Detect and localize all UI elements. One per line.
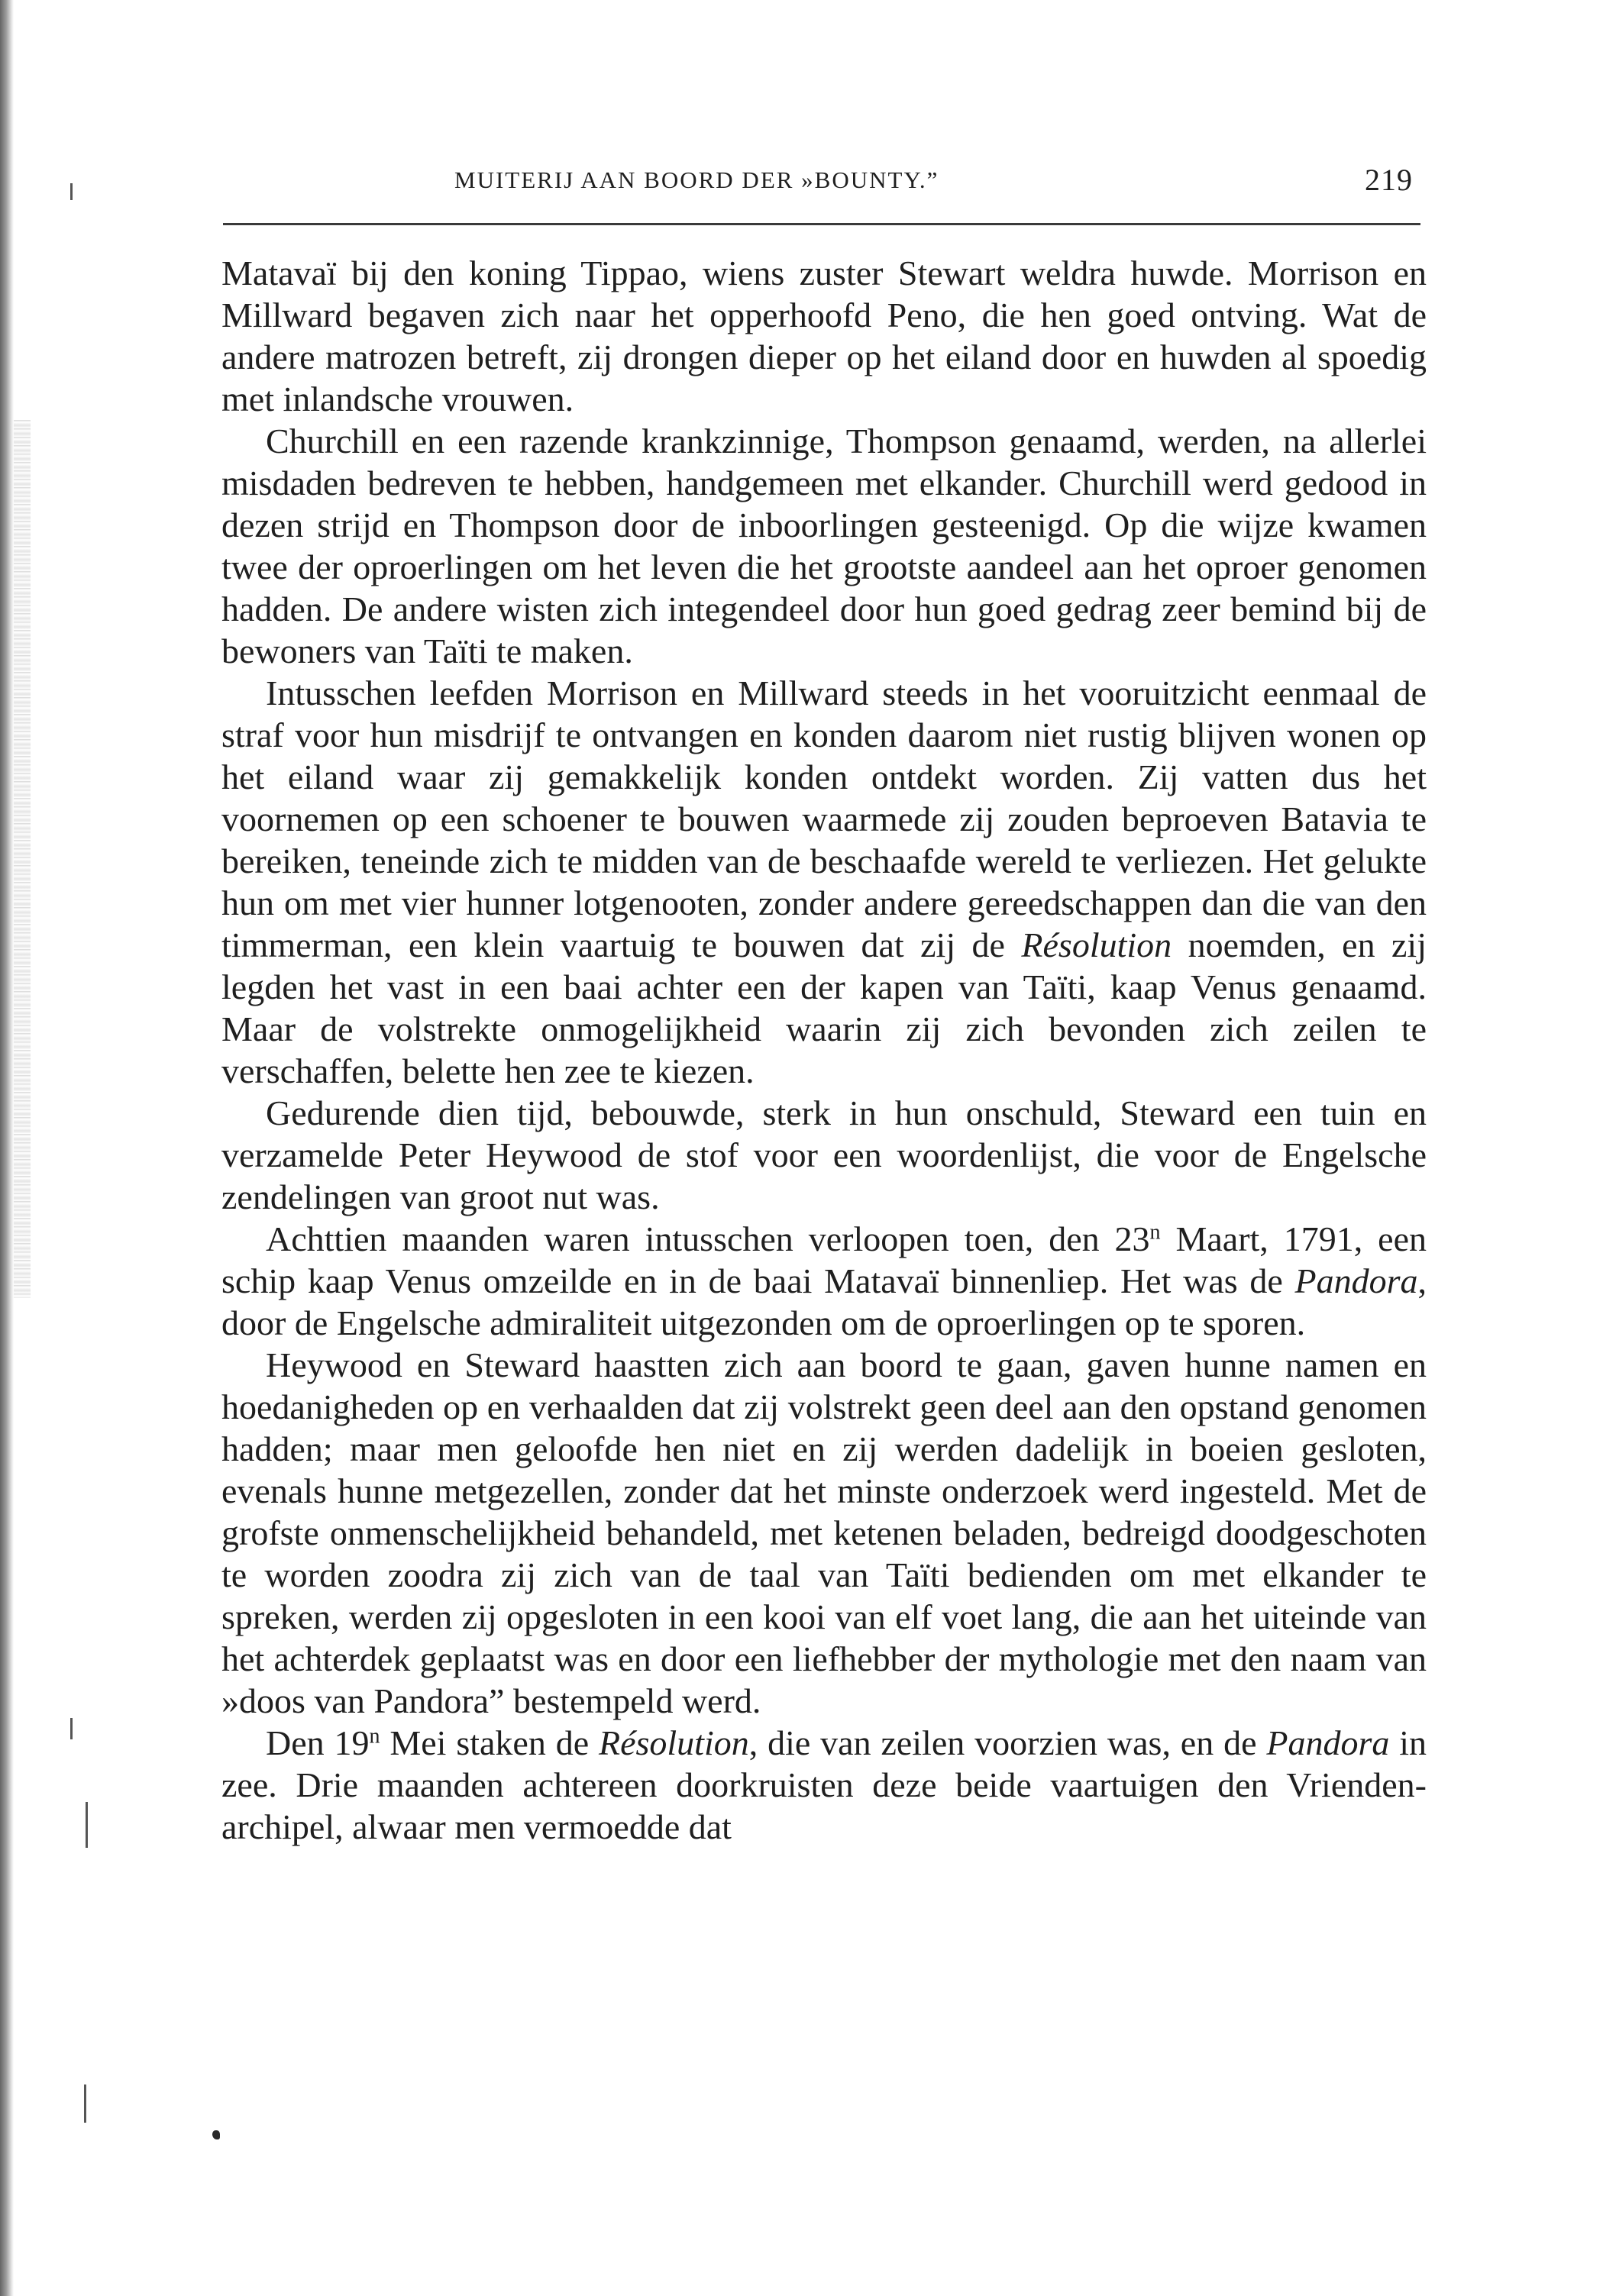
ordinal-superscript: n <box>1149 1220 1161 1245</box>
paragraph <box>221 1722 1427 1848</box>
running-header <box>229 159 1420 205</box>
paragraph-text: Mei staken de <box>380 1723 599 1762</box>
ink-blot <box>212 2130 220 2139</box>
ship-name-italic: Pandora <box>1294 1261 1418 1300</box>
paragraph-text: Heywood en Steward haastten zich aan boord te gaan, gaven hunne namen en hoedanigheden op en verhaalden dat zij volstrekt geen deel aan den opstand genomen hadden; maar men geloofde hen niet en zij werden dadelijk in boeien gesloten, evenals hunne metgezellen, zonder dat het minste onderzoek werd ingesteld. Met de grofste onmenschelijkheid behandeld, met ketenen beladen, bedreigd doodgeschoten te worden zoodra zij zich van de taal van Taïti bedienden om met elkander te spreken, werden zij opgesloten in een kooi van elf voet lang, die aan het uiteinde van het achterdek geplaatst was en door een liefhebber der mythologie met den naam van »doos van Pandora” bestempeld werd. <box>221 1345 1427 1720</box>
margin-mark <box>86 1802 88 1848</box>
paragraph-text: noemden, en zij legden het vast in een baai achter een der kapen van Taïti, kaap Venus genaamd. Maar de volstrekte onmogelijkheid waarin zij zich bevonden zich zeilen te verschaffen, belette hen zee te kiezen. <box>221 925 1427 1090</box>
paragraph-text: , door de Engelsche admiraliteit uitgezonden om de oproerlingen op te sporen. <box>221 1261 1427 1342</box>
paragraph-text: Achttien maanden waren intusschen verloopen toen, den 23 <box>266 1219 1150 1258</box>
paragraph-text: Den 19 <box>266 1723 370 1762</box>
body-text <box>221 252 1427 1848</box>
margin-mark <box>70 183 73 200</box>
paragraph-text: , die van zeilen voorzien was, en de <box>748 1723 1267 1762</box>
paragraph-text: in zee. Drie maanden achtereen doorkruisten deze beide vaartuigen den Vrienden-archipel, alwaar men vermoedde dat <box>221 1723 1427 1846</box>
ship-name-italic: Résolution <box>598 1723 749 1762</box>
paragraph <box>221 1218 1427 1344</box>
margin-mark <box>84 2084 86 2123</box>
scan-shadow-edge <box>0 0 14 2296</box>
margin-mark <box>70 1718 73 1739</box>
paragraph-text: Intusschen leefden Morrison en Millward steeds in het vooruitzicht eenmaal de straf voor hun misdrijf te ontvangen en konden daarom niet rustig blijven wonen op het eiland waar zij gemakkelijk konden ontdekt worden. Zij vatten dus het voornemen op een schoener te bouwen waarmede zij zouden beproeven Batavia te bereiken, teneinde zich te midden van de beschaafde wereld te verliezen. Het gelukte hun om met vier hunner lotgenooten, zonder andere gereedschappen dan die van den timmerman, een klein vaartuig te bouwen dat zij de <box>221 673 1427 964</box>
paragraph <box>221 420 1427 672</box>
ordinal-superscript: n <box>369 1724 380 1749</box>
paragraph-text: Maart, 1791, een schip kaap Venus omzeilde en in de baai Matavaï binnenliep. Het was de <box>221 1219 1427 1300</box>
page-number: 219 <box>1365 163 1413 197</box>
paragraph <box>221 672 1427 1092</box>
ship-name-italic: Résolution <box>1021 925 1172 964</box>
header-rule <box>223 223 1420 225</box>
ship-name-italic: Pandora <box>1266 1723 1390 1762</box>
paragraph <box>221 1092 1427 1218</box>
paragraph <box>221 252 1427 420</box>
scan-speckles <box>14 420 31 1298</box>
running-title: MUITERIJ AAN BOORD DER »BOUNTY.” <box>454 166 939 193</box>
paragraph-text: Churchill en een razende krankzinnige, Thompson genaamd, werden, na allerlei misdaden bedreven te hebben, handgemeen met elkander. Churchill werd gedood in dezen strijd en Thompson door de inboorlingen gesteenigd. Op die wijze kwamen twee der oproerlingen om het leven die het grootste aandeel aan het oproer genomen hadden. De andere wisten zich integendeel door hun goed gedrag zeer bemind bij de bewoners van Taïti te maken. <box>221 421 1427 670</box>
paragraph <box>221 1344 1427 1722</box>
paragraph-text: Matavaï bij den koning Tippao, wiens zuster Stewart weldra huwde. Morrison en Millward begaven zich naar het opperhoofd Peno, die hen goed ontving. Wat de andere matrozen betreft, zij drongen dieper op het eiland door en huwden al spoedig met inlandsche vrouwen. <box>221 253 1427 418</box>
paragraph-text: Gedurende dien tijd, bebouwde, sterk in hun onschuld, Steward een tuin en verzamelde Peter Heywood de stof voor een woordenlijst, die voor de Engelsche zendelingen van groot nut was. <box>221 1093 1427 1216</box>
